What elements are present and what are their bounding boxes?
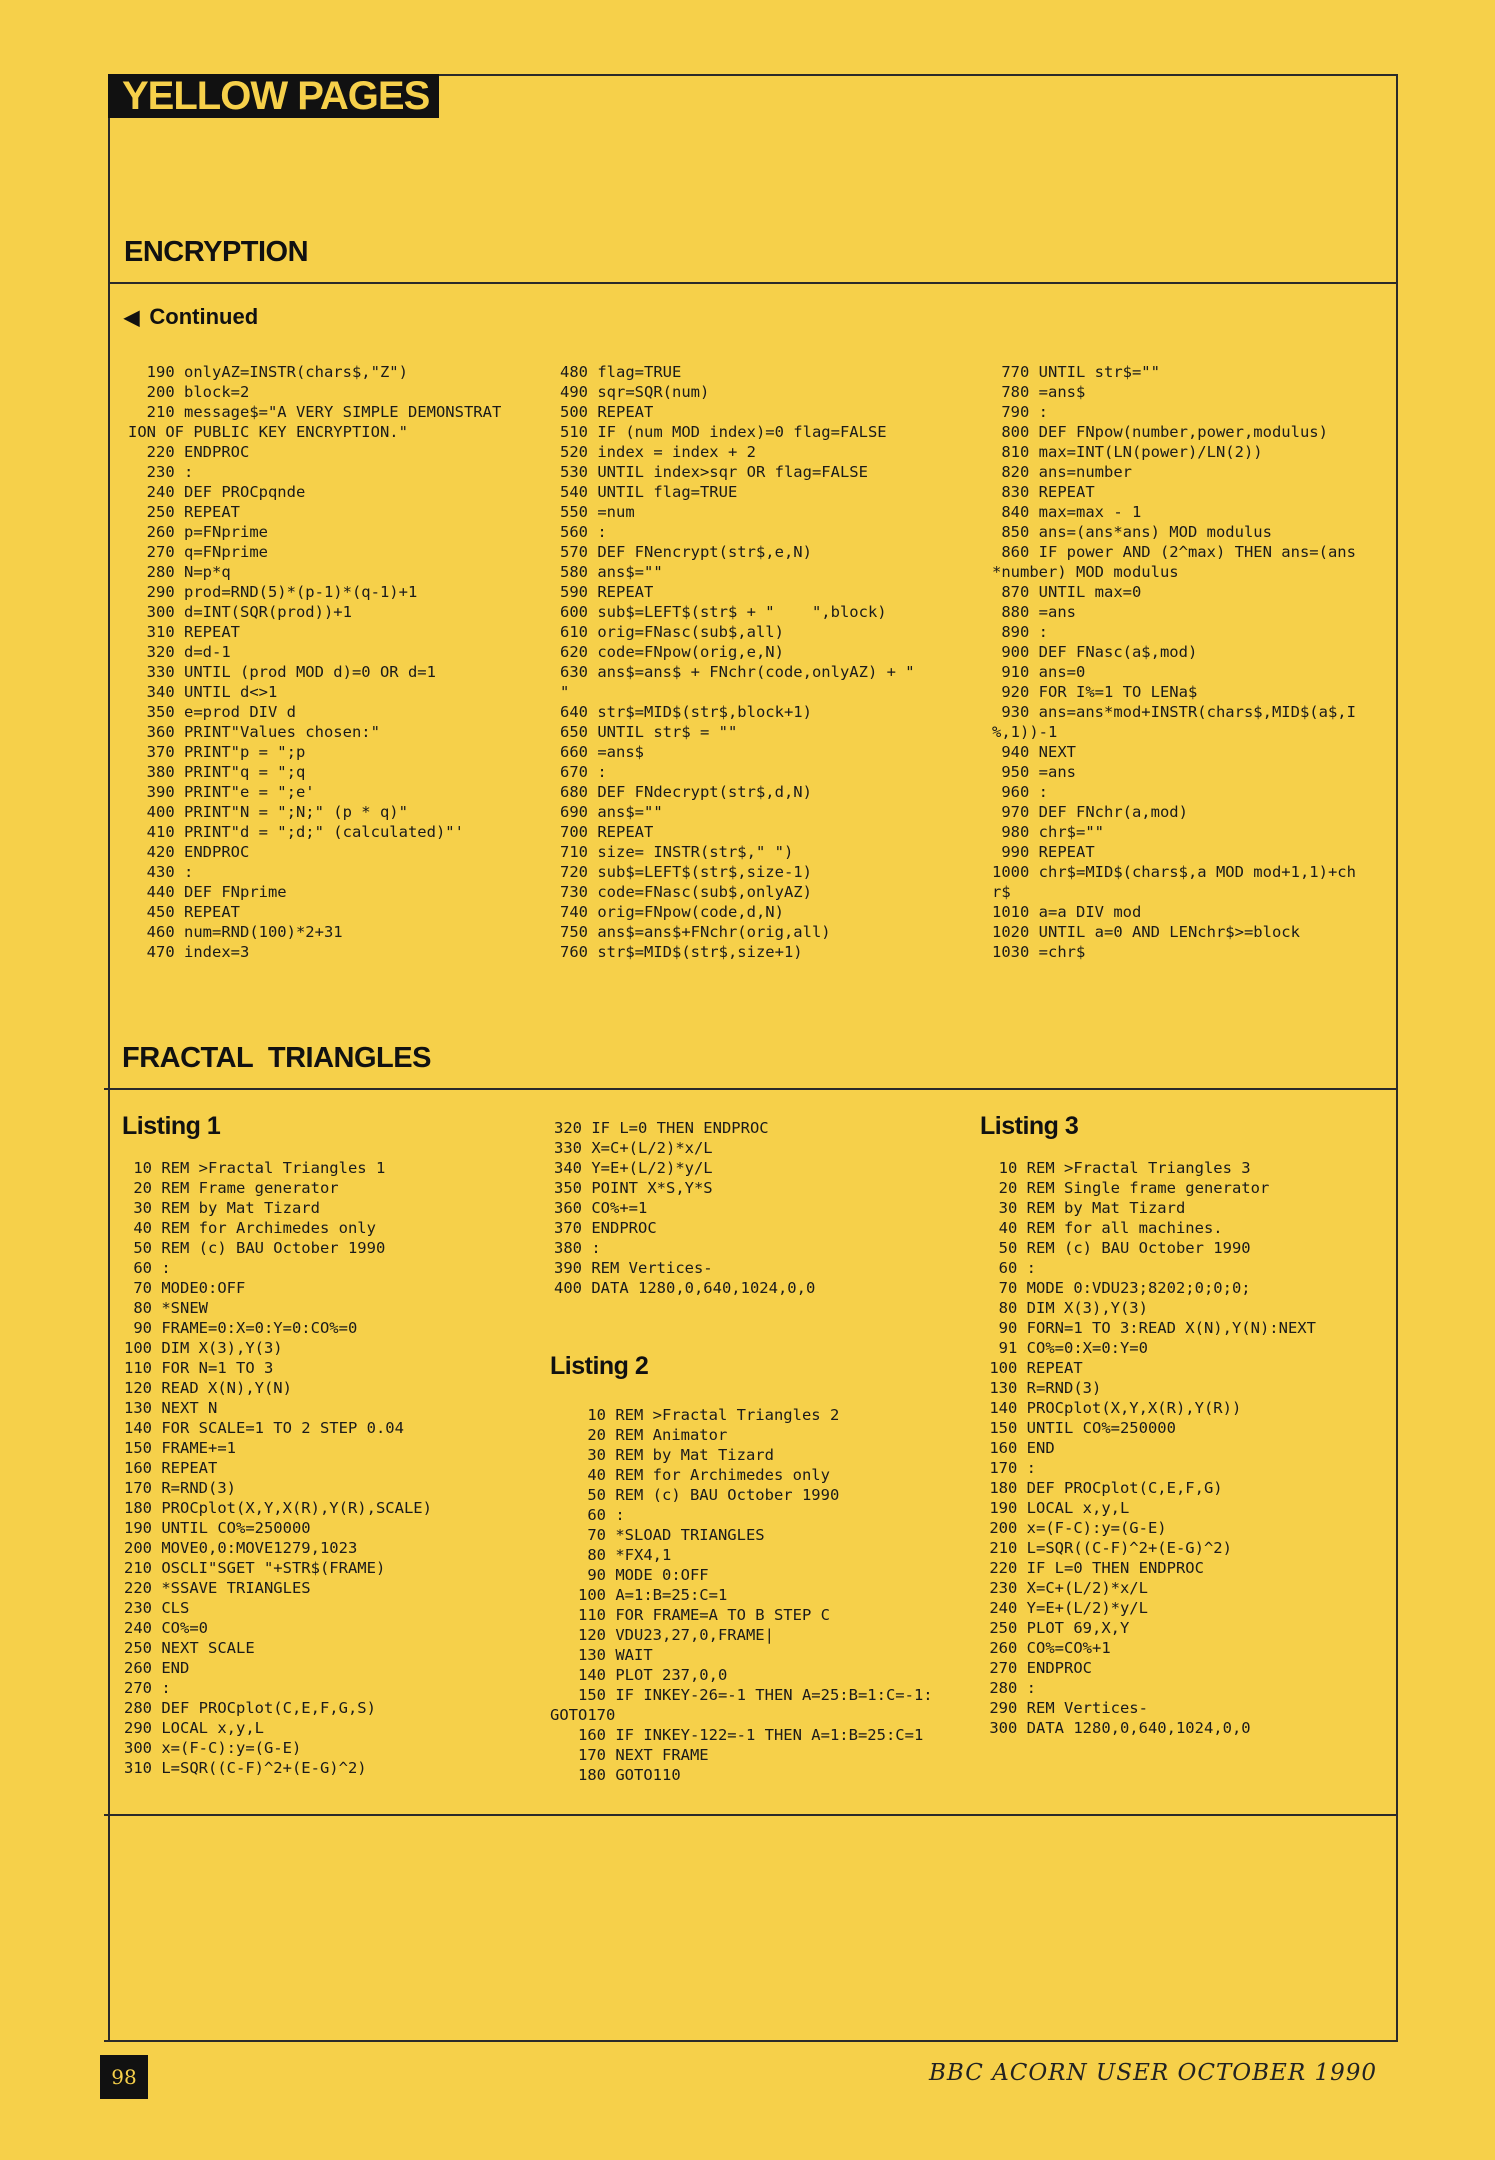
section-banner: YELLOW PAGES — [108, 74, 439, 118]
listing-3-code: 10 REM >Fractal Triangles 3 20 REM Single frame generator 30 REM by Mat Tizard 40 REM for all machines. 50 REM (c) BAU October 1990 60 : 70 MODE 0:VDU23;8202;0;0;0; 80 DIM X(3),Y(3) 90 FORN=1 TO 3:READ X(N),Y(N):NEXT 91 CO%=0:X=0:Y=0 100 REPEAT 130 R=RND(3) 140 PROCplot(X,Y,X(R),Y(R)) 150 UNTIL CO%=250000 160 END 170 : 180 DEF PROCplot(C,E,F,G) 190 LOCAL x,y,L 200 x=(F-C):y=(G-E) 210 L=SQR((C-F)^2+(E-G)^2) 220 IF L=0 THEN ENDPROC 230 X=C+(L/2)*x/L 240 Y=E+(L/2)*y/L 250 PLOT 69,X,Y 260 CO%=CO%+1 270 ENDPROC 280 : 290 REM Vertices- 300 DATA 1280,0,640,1024,0,0 — [989, 1159, 1316, 1737]
divider-encryption — [108, 282, 1398, 284]
listing-1-title: Listing 1 — [122, 1112, 221, 1140]
encryption-code-column-1: 190 onlyAZ=INSTR(chars$,"Z") 200 block=2 210 message$="A VERY SIMPLE DEMONSTRAT ION OF PUBLIC KEY ENCRYPTION." 220 ENDPROC 230 : 240 DEF PROCpqnde 250 REPEAT 260 p=FNprime 270 q=FNprime 280 N=p*q 290 prod=RND(5)*(p-1)*(q-1)+1 300 d=INT(SQR(prod))+1 310 REPEAT 320 d=d-1 330 UNTIL (prod MOD d)=0 OR d=1 340 UNTIL d<>1 350 e=prod DIV d 360 PRINT"Values chosen:" 370 PRINT"p = ";p 380 PRINT"q = ";q 390 PRINT"e = ";e' 400 PRINT"N = ";N;" (p * q)" 410 PRINT"d = ";d;" (calculated)"' 420 ENDPROC 430 : 440 DEF FNprime 450 REPEAT 460 num=RND(100)*2+31 470 index=3 — [128, 363, 502, 961]
left-arrow-icon: ◀ — [124, 307, 140, 329]
frame-bottom — [104, 2040, 1398, 2042]
listing-1-code: 10 REM >Fractal Triangles 1 20 REM Frame generator 30 REM by Mat Tizard 40 REM for Archimedes only 50 REM (c) BAU October 1990 60 : 70 MODE0:OFF 80 *SNEW 90 FRAME=0:X=0:Y=0:CO%=0 100 DIM X(3),Y(3) 110 FOR N=1 TO 3 120 READ X(N),Y(N) 130 NEXT N 140 FOR SCALE=1 TO 2 STEP 0.04 150 FRAME+=1 160 REPEAT 170 R=RND(3) 180 PROCplot(X,Y,X(R),Y(R),SCALE) 190 UNTIL CO%=250000 200 MOVE0,0:MOVE1279,1023 210 OSCLI"SGET "+STR$(FRAME) 220 *SSAVE TRIANGLES 230 CLS 240 CO%=0 250 NEXT SCALE 260 END 270 : 280 DEF PROCplot(C,E,F,G,S) 290 LOCAL x,y,L 300 x=(F-C):y=(G-E) 310 L=SQR((C-F)^2+(E-G)^2) — [124, 1159, 432, 1777]
listing-2-title: Listing 2 — [550, 1352, 649, 1380]
continued-text: Continued — [149, 304, 259, 329]
frame-right — [1396, 74, 1398, 2042]
encryption-code-column-3: 770 UNTIL str$="" 780 =ans$ 790 : 800 DEF FNpow(number,power,modulus) 810 max=INT(LN(power)/LN(2)) 820 ans=number 830 REPEAT 840 max=max - 1 850 ans=(ans*ans) MOD modulus 860 IF power AND (2^max) THEN ans=(ans *number) MOD modulus 870 UNTIL max=0 880 =ans 890 : 900 DEF FNasc(a$,mod) 910 ans=0 920 FOR I%=1 TO LENa$ 930 ans=ans*mod+INSTR(chars$,MID$(a$,I %,1))-1 940 NEXT 950 =ans 960 : 970 DEF FNchr(a,mod) 980 chr$="" 990 REPEAT 1000 chr$=MID$(chars$,a MOD mod+1,1)+ch r$ 1010 a=a DIV mod 1020 UNTIL a=0 AND LENchr$>=block 1030 =chr$ — [992, 363, 1356, 961]
listing-2-code: 10 REM >Fractal Triangles 2 20 REM Animator 30 REM by Mat Tizard 40 REM for Archimedes only 50 REM (c) BAU October 1990 60 : 70 *SLOAD TRIANGLES 80 *FX4,1 90 MODE 0:OFF 100 A=1:B=25:C=1 110 FOR FRAME=A TO B STEP C 120 VDU23,27,0,FRAME| 130 WAIT 140 PLOT 237,0,0 150 IF INKEY-26=-1 THEN A=25:B=1:C=-1: GOTO170 160 IF INKEY-122=-1 THEN A=1:B=25:C=1 170 NEXT FRAME 180 GOTO110 — [550, 1406, 933, 1784]
publication-footer: BBC ACORN USER OCTOBER 1990 — [928, 2060, 1377, 2086]
encryption-title: ENCRYPTION — [124, 236, 309, 268]
fractal-title: FRACTAL TRIANGLES — [122, 1042, 431, 1074]
divider-bottom — [104, 1814, 1398, 1816]
divider-fractal — [104, 1088, 1398, 1090]
encryption-code-column-2: 480 flag=TRUE 490 sqr=SQR(num) 500 REPEAT 510 IF (num MOD index)=0 flag=FALSE 520 index = index + 2 530 UNTIL index>sqr OR flag=FALSE 540 UNTIL flag=TRUE 550 =num 560 : 570 DEF FNencrypt(str$,e,N) 580 ans$="" 590 REPEAT 600 sub$=LEFT$(str$ + " ",block) 610 orig=FNasc(sub$,all) 620 code=FNpow(orig,e,N) 630 ans$=ans$ + FNchr(code,onlyAZ) + " " 640 str$=MID$(str$,block+1) 650 UNTIL str$ = "" 660 =ans$ 670 : 680 DEF FNdecrypt(str$,d,N) 690 ans$="" 700 REPEAT 710 size= INSTR(str$," ") 720 sub$=LEFT$(str$,size-1) 730 code=FNasc(sub$,onlyAZ) 740 orig=FNpow(code,d,N) 750 ans$=ans$+FNchr(orig,all) 760 str$=MID$(str$,size+1) — [560, 363, 915, 961]
frame-left — [108, 74, 110, 2042]
listing-3-title: Listing 3 — [980, 1112, 1079, 1140]
page-number: 98 — [100, 2055, 148, 2099]
listing-1-code-continued: 320 IF L=0 THEN ENDPROC 330 X=C+(L/2)*x/L 340 Y=E+(L/2)*y/L 350 POINT X*S,Y*S 360 CO%+=1 370 ENDPROC 380 : 390 REM Vertices- 400 DATA 1280,0,640,1024,0,0 — [554, 1119, 816, 1297]
continued-label — [124, 304, 258, 330]
